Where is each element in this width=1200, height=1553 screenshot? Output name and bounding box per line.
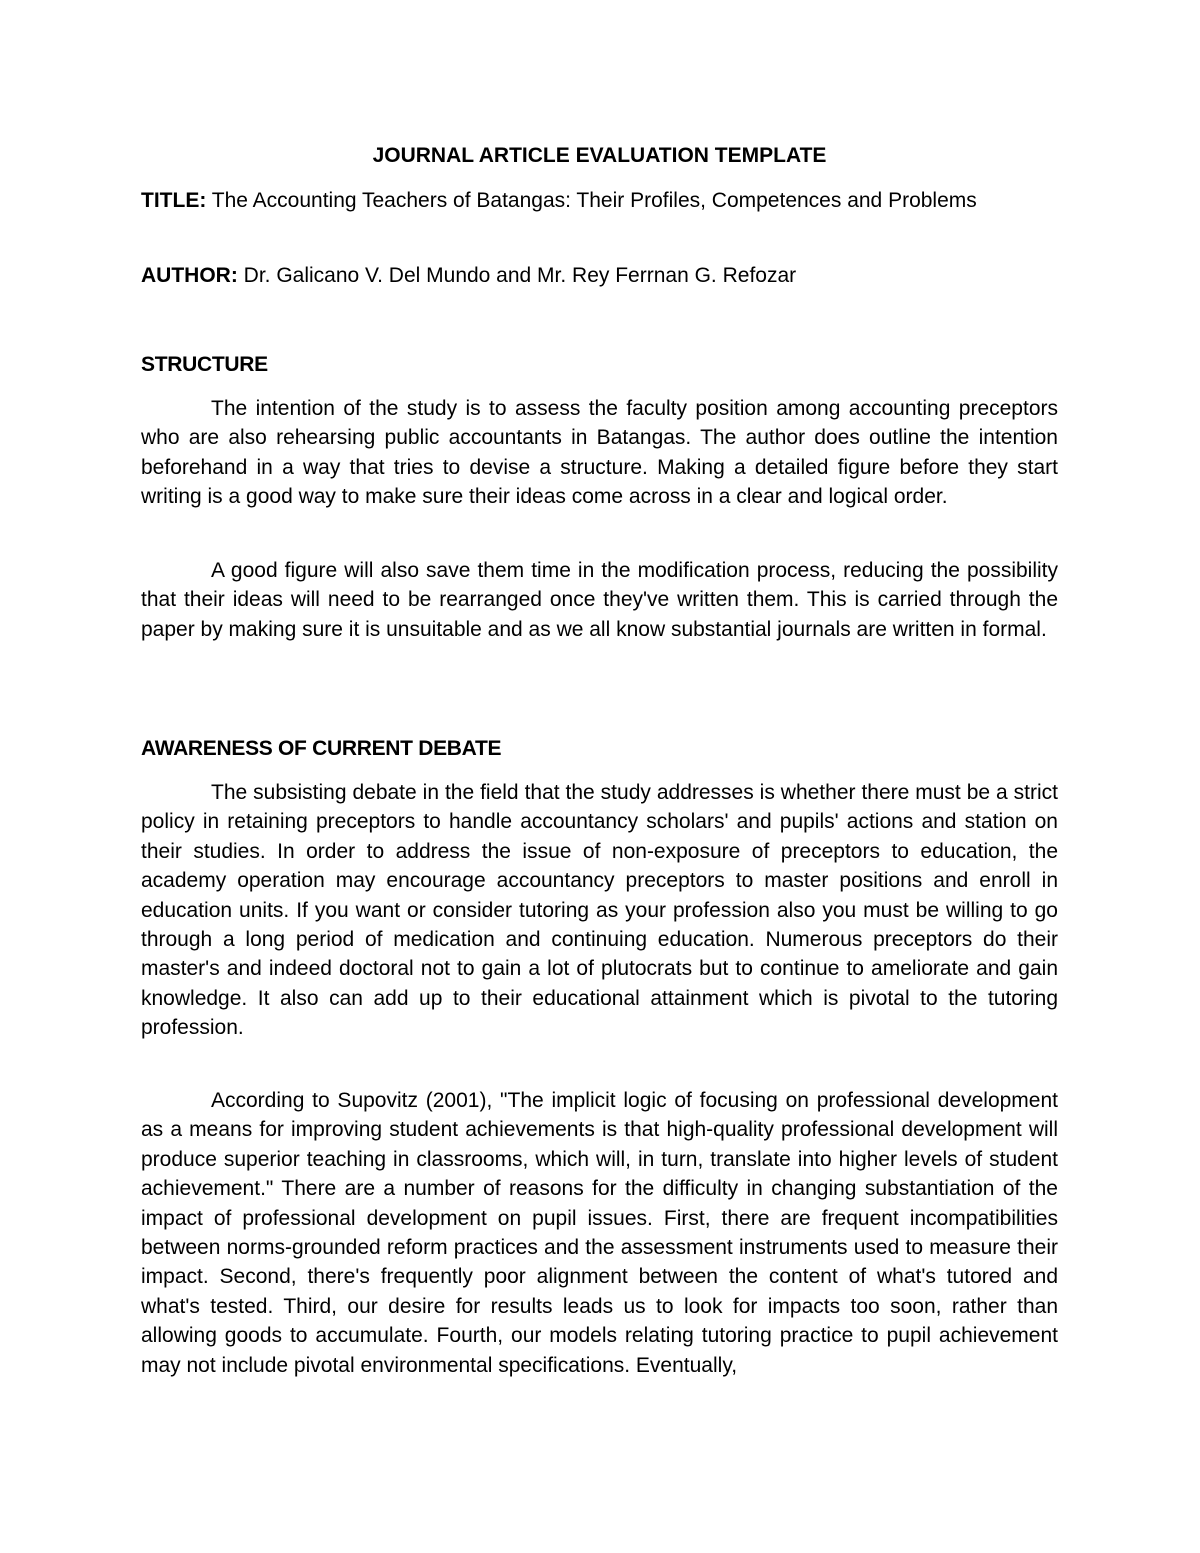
document-heading: JOURNAL ARTICLE EVALUATION TEMPLATE: [372, 144, 827, 167]
article-author-line: [141, 261, 1058, 290]
article-title-line: [141, 186, 1058, 215]
article-title: The Accounting Teachers of Batangas: Their Profiles, Competences and Problems: [206, 189, 977, 212]
awareness-paragraph-1: The subsisting debate in the field that the study addresses is whether there must be a strict policy in retaining preceptors to handle accountancy scholars' and pupils' actions and station on their studies. In order to address the issue of non-exposure of preceptors to education, the academy operation may encourage accountancy preceptors to master positions and enroll in education units. If you want or consider tutoring as your profession also you must be willing to go through a long period of medication and continuing education. Numerous preceptors do their master's and indeed doctoral not to gain a lot of plutocrats but to continue to ameliorate and gain knowledge. It also can add up to their educational attainment which is pivotal to the tutoring profession.: [141, 781, 1058, 1040]
section-heading-structure: STRUCTURE: [141, 353, 268, 376]
structure-paragraph-1: The intention of the study is to assess the faculty position among accounting preceptors who are also rehearsing public accountants in Batangas. The author does outline the intention beforehand in a way that tries to devise a structure. Making a detailed figure before they start writing is a good way to make sure their ideas come across in a clear and logical order.: [141, 397, 1058, 509]
structure-paragraph-2: A good figure will also save them time in the modification process, reducing the possibility that their ideas will need to be rearranged once they've written them. This is carried through the paper by making sure it is unsuitable and as we all know substantial journals are written in formal.: [141, 559, 1058, 641]
awareness-paragraph-2: According to Supovitz (2001), "The implicit logic of focusing on professional development as a means for improving student achievements is that high-quality professional development will produce superior teaching in classrooms, which will, in turn, translate into higher levels of student achievement." There are a number of reasons for the difficulty in changing substantiation of the impact of professional development on pupil issues. First, there are frequent incompatibilities between norms-grounded reform practices and the assessment instruments used to measure their impact. Second, there's frequently poor alignment between the content of what's tutored and what's tested. Third, our desire for results leads us to look for impacts too soon, rather than allowing goods to accumulate. Fourth, our models relating tutoring practice to pupil achievement may not include pivotal environmental specifications. Eventually,: [141, 1089, 1058, 1377]
author-label: AUTHOR:: [141, 264, 238, 287]
section-heading-awareness: AWARENESS OF CURRENT DEBATE: [141, 737, 502, 760]
article-authors: Dr. Galicano V. Del Mundo and Mr. Rey Ferrnan G. Refozar: [237, 264, 797, 287]
title-label: TITLE:: [141, 189, 207, 212]
